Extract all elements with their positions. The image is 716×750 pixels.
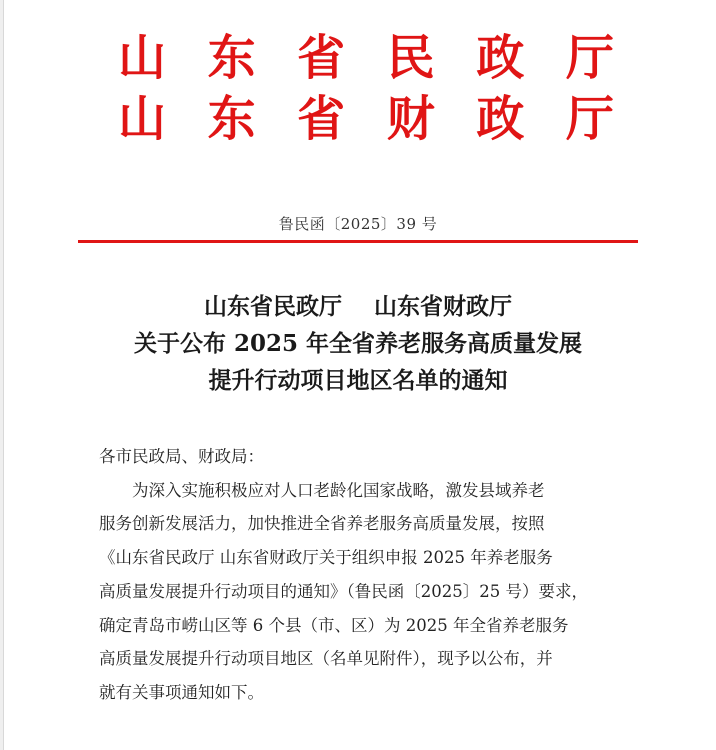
issuer-char: 民 bbox=[386, 30, 435, 86]
document-title bbox=[0, 288, 716, 399]
paragraph-line: 就有关事项通知如下。 bbox=[99, 682, 264, 702]
issuer-char: 省 bbox=[297, 30, 346, 86]
paragraph-line: 为深入实施积极应对人口老龄化国家战略，激发县域养老 bbox=[132, 480, 545, 500]
issuer-char: 厅 bbox=[565, 30, 614, 86]
title-line-2: 关于公布 2025 年全省养老服务高质量发展 bbox=[133, 330, 583, 357]
paragraph-line: 高质量发展提升行动项目的通知》（鲁民函〔2025〕25 号）要求， bbox=[99, 581, 588, 601]
issuer-char: 山 bbox=[117, 91, 166, 147]
issuer-char: 政 bbox=[476, 91, 525, 147]
title-line-1: 山东省民政厅 山东省财政厅 bbox=[203, 293, 513, 320]
document-body bbox=[99, 440, 639, 710]
document-number: 鲁民函〔2025〕39 号 bbox=[278, 215, 438, 233]
paragraph-line: 高质量发展提升行动项目地区（名单见附件），现予以公布，并 bbox=[99, 649, 553, 669]
issuer-char: 山 bbox=[117, 30, 166, 86]
issuer-char: 东 bbox=[207, 91, 256, 147]
paragraph-line: 确定青岛市崂山区等 6 个县（市、区）为 2025 年全省养老服务 bbox=[99, 615, 569, 635]
title-line-3: 提升行动项目地区名单的通知 bbox=[208, 367, 508, 394]
issuer-char: 省 bbox=[297, 91, 346, 147]
issuer-char: 财 bbox=[386, 91, 435, 147]
issuer-char: 政 bbox=[476, 30, 525, 86]
paragraph-line: 服务创新发展活力，加快推进全省养老服务高质量发展，按照 bbox=[99, 514, 545, 534]
salutation: 各市民政局、财政局： bbox=[99, 447, 264, 466]
issuer-char: 东 bbox=[207, 30, 256, 86]
paragraph-line: 《山东省民政厅 山东省财政厅关于组织申报 2025 年养老服务 bbox=[99, 548, 553, 568]
red-divider bbox=[78, 240, 638, 243]
issuer-char: 厅 bbox=[565, 91, 614, 147]
issuer-finance bbox=[116, 89, 616, 149]
issuer-civil-affairs bbox=[116, 28, 616, 88]
